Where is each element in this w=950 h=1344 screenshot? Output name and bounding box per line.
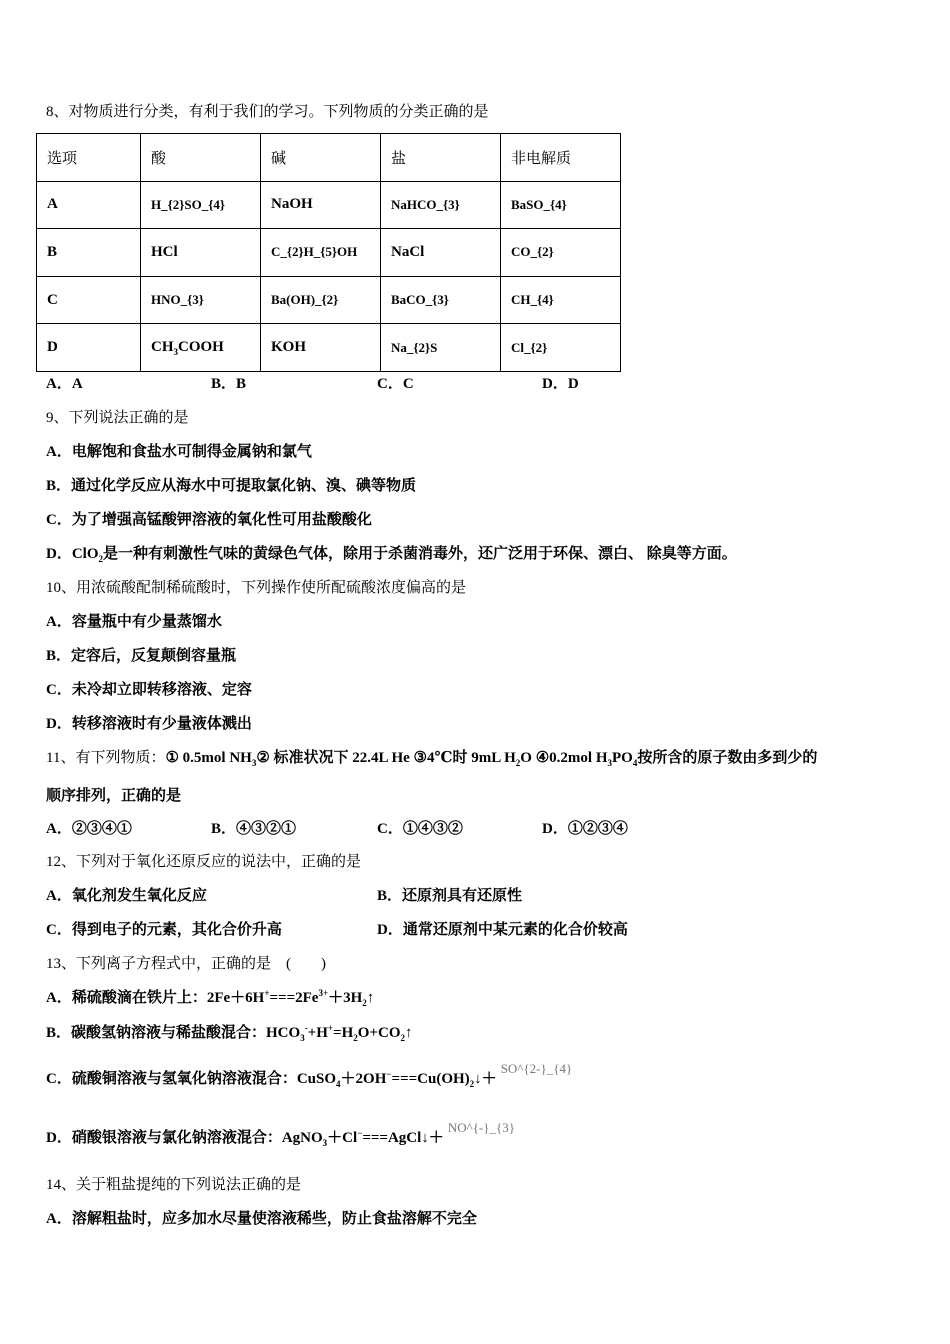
table-cell: NaCl	[381, 229, 501, 277]
table-row	[37, 229, 621, 277]
q8-option-a: A．A	[46, 376, 83, 392]
q12-option-a: A．氧化剂发生氧化反应	[46, 888, 207, 904]
q13-option-c	[46, 1061, 573, 1089]
q8-option-c: C．C	[377, 376, 414, 392]
table-cell: BaCO_{3}	[381, 276, 501, 324]
q8-option-d: D．D	[542, 376, 579, 392]
q9-option-b: B．通过化学反应从海水中可提取氯化钠、溴、碘等物质	[46, 478, 417, 494]
q9-stem: 9、下列说法正确的是	[46, 410, 189, 426]
table-row	[37, 324, 621, 372]
q14-option-a: A．溶解粗盐时，应多加水尽量使溶液稀些，防止食盐溶解不完全	[46, 1211, 477, 1227]
table-cell: CO_{2}	[501, 229, 621, 277]
q11-option-d: D．①②③④	[542, 821, 628, 837]
table-header-row	[37, 134, 621, 182]
sulfate-ion: SO^{2-}_{4}	[500, 1061, 573, 1076]
q10-option-c: C．未冷却立即转移溶液、定容	[46, 682, 252, 698]
q8-stem: 8、对物质进行分类，有利于我们的学习。下列物质的分类正确的是	[46, 104, 489, 120]
q11-stem-body: ① 0.5mol $NH_3②$ 标准状况下 22.4L He ③4℃时 9mL $H_2O$ ④0.2mol $H_3PO_4$按所含的原子数由多到少的	[165, 750, 818, 768]
table-cell: B	[37, 229, 141, 277]
q14-stem: 14、关于粗盐提纯的下列说法正确的是	[46, 1177, 302, 1193]
q9-option-d: D．ClO$_2$是一种有刺激性气味的黄绿色气体，除用于杀菌消毒外，还广泛用于环保、漂白、 除臭等方面。	[46, 546, 737, 564]
table-cell: NaOH	[261, 181, 381, 229]
q10-option-a: A．容量瓶中有少量蒸馏水	[46, 614, 222, 630]
q12-option-c: C．得到电子的元素，其化合价升高	[46, 922, 282, 938]
table-header: 非电解质	[501, 134, 621, 182]
q9-option-c: C．为了增强高锰酸钾溶液的氧化性可用盐酸酸化	[46, 512, 372, 528]
q11-stem-cont: 顺序排列，正确的是	[46, 788, 182, 804]
q13-stem: 13、下列离子方程式中，正确的是 ( )	[46, 956, 326, 972]
table-cell: Na_{2}S	[381, 324, 501, 372]
q11-option-a: A．②③④①	[46, 821, 132, 837]
table-cell: BaSO_{4}	[501, 181, 621, 229]
classification-table	[36, 133, 621, 372]
q10-option-d: D．转移溶液时有少量液体溅出	[46, 716, 252, 732]
table-cell: NaHCO_{3}	[381, 181, 501, 229]
table-cell: Ba(OH)_{2}	[261, 276, 381, 324]
table-cell: HCl	[141, 229, 261, 277]
table-header: 选项	[37, 134, 141, 182]
table-row	[37, 276, 621, 324]
table-cell: CH_{4}	[501, 276, 621, 324]
q10-stem: 10、用浓硫酸配制稀硫酸时，下列操作使所配硫酸浓度偏高的是	[46, 580, 467, 596]
table-cell: H_{2}SO_{4}	[141, 181, 261, 229]
q11-stem	[46, 748, 817, 768]
table-cell: $CH_3COOH$	[141, 324, 261, 372]
q13-option-c-text: C．硫酸铜溶液与氢氧化钠溶液混合：$CuSO_4+2OH^-===Cu(OH)_2↓+$	[46, 1069, 497, 1089]
q13-option-d	[46, 1120, 515, 1148]
q11-stem-prefix: 11、有下列物质：	[46, 750, 166, 766]
table-header: 酸	[141, 134, 261, 182]
table-cell: C_{2}H_{5}OH	[261, 229, 381, 277]
table-row	[37, 181, 621, 229]
q8-option-b: B．B	[211, 376, 247, 392]
q10-option-b: B．定容后，反复颠倒容量瓶	[46, 648, 237, 664]
q11-option-c: C．①④③②	[377, 821, 463, 837]
table-cell: A	[37, 181, 141, 229]
q13-option-a: A．稀硫酸滴在铁片上：$2Fe+6H^+===2Fe^{3+}+3H_2↑$	[46, 988, 375, 1008]
table-cell: D	[37, 324, 141, 372]
table-cell: Cl_{2}	[501, 324, 621, 372]
table-header: 盐	[381, 134, 501, 182]
table-cell: KOH	[261, 324, 381, 372]
q11-option-b: B．④③②①	[211, 821, 297, 837]
q12-stem: 12、下列对于氧化还原反应的说法中，正确的是	[46, 854, 362, 870]
q13-option-b: B．碳酸氢钠溶液与稀盐酸混合：$HCO_3^-+H^+=H_2O+CO_2↑$	[46, 1023, 413, 1043]
nitrate-ion: NO^{-}_{3}	[447, 1120, 515, 1135]
table-header: 碱	[261, 134, 381, 182]
table-cell: C	[37, 276, 141, 324]
table-cell: HNO_{3}	[141, 276, 261, 324]
q12-option-d: D．通常还原剂中某元素的化合价较高	[377, 922, 628, 938]
q12-option-b: B．还原剂具有还原性	[377, 888, 523, 904]
q9-option-a: A．电解饱和食盐水可制得金属钠和氯气	[46, 444, 312, 460]
q13-option-d-text: D．硝酸银溶液与氯化钠溶液混合：AgNO$_3$＋Cl−===AgCl↓＋	[46, 1128, 444, 1148]
